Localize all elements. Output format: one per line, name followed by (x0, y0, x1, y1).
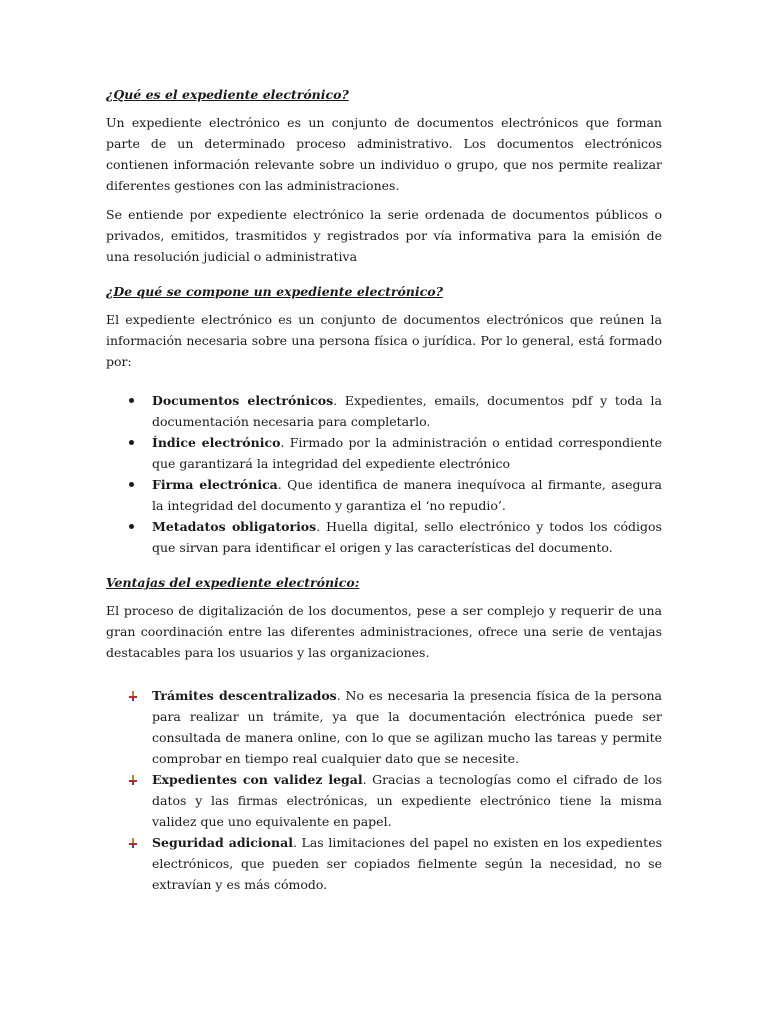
document-page (106, 84, 662, 895)
paragraph-definition: Un expediente electrónico es un conjunto de documentos electrónicos que forman parte de un determinado proceso administrativo. Los documentos electrónicos contienen información relevante sobre un individuo o grupo, que nos permite realizar diferentes gestiones con las administraciones. (106, 115, 662, 193)
list-item (106, 474, 662, 516)
list-item-term: Trámites descentralizados (152, 688, 337, 703)
section-heading-advantages: Ventajas del expediente electrónico: (106, 575, 360, 590)
list-item (106, 769, 662, 832)
list-item-term: Documentos electrónicos (152, 393, 334, 408)
paragraph-composition-intro: El expediente electrónico es un conjunto de documentos electrónicos que reúnen la información necesaria sobre una persona física o jurídica. Por lo general, está formado por: (106, 312, 662, 369)
list-item-term: Firma electrónica (152, 477, 278, 492)
list-item-text: . Expedientes, emails, documentos pdf y toda la documentación necesaria para completarlo. (152, 393, 662, 429)
list-item (106, 516, 662, 558)
list-item-term: Metadatos obligatorios (152, 519, 317, 534)
list-item-text: . Que identifica de manera inequívoca al firmante, asegura la integridad del documento y garantiza el ‘no repudio’. (152, 477, 662, 513)
bullet-dot-icon (129, 398, 134, 403)
list-item-text: . Las limitaciones del papel no existen en los expedientes electrónicos, que pueden ser copiados fielmente según la necesidad, no se extravían y es más cómodo. (152, 835, 663, 892)
list-item (106, 432, 662, 474)
list-item-term: Índice electrónico (152, 435, 281, 450)
list-item-text: . Firmado por la administración o entidad correspondiente que garantizará la integridad del expediente electrónico (152, 435, 663, 471)
list-item (106, 685, 662, 769)
paragraph-definition-2: Se entiende por expediente electrónico la serie ordenada de documentos públicos o privados, emitidos, trasmitidos y registrados por vía informativa para la emisión de una resolución judicial o administrativa (106, 207, 662, 264)
pushpin-icon (127, 774, 139, 786)
section-heading-what-is: ¿Qué es el expediente electrónico? (106, 87, 349, 102)
paragraph-advantages-intro: El proceso de digitalización de los documentos, pese a ser complejo y requerir de una gran coordinación entre las diferentes administraciones, ofrece una serie de ventajas destacables para los usuarios y las organizaciones. (106, 603, 662, 660)
advantages-list (106, 685, 662, 895)
section-heading-composition: ¿De qué se compone un expediente electrónico? (106, 284, 443, 299)
list-item (106, 832, 662, 895)
bullet-dot-icon (129, 440, 134, 445)
bullet-dot-icon (129, 482, 134, 487)
composition-list (106, 390, 662, 558)
bullet-dot-icon (129, 524, 134, 529)
list-item-term: Expedientes con validez legal (152, 772, 363, 787)
list-item-text: . No es necesaria la presencia física de la persona para realizar un trámite, ya que la documentación electrónica puede ser consultada de manera online, con lo que se agilizan mucho las tareas y permite comprobar en tiempo real cualquier dato que se necesite. (152, 688, 662, 766)
list-item-text: . Gracias a tecnologías como el cifrado de los datos y las firmas electrónicas, un expediente electrónico tiene la misma validez que uno equivalente en papel. (152, 772, 662, 829)
list-item (106, 390, 662, 432)
pushpin-icon (127, 837, 139, 849)
list-item-text: . Huella digital, sello electrónico y todos los códigos que sirvan para identificar el origen y las características del documento. (152, 519, 662, 555)
pushpin-icon (127, 690, 139, 702)
list-item-term: Seguridad adicional (152, 835, 293, 850)
